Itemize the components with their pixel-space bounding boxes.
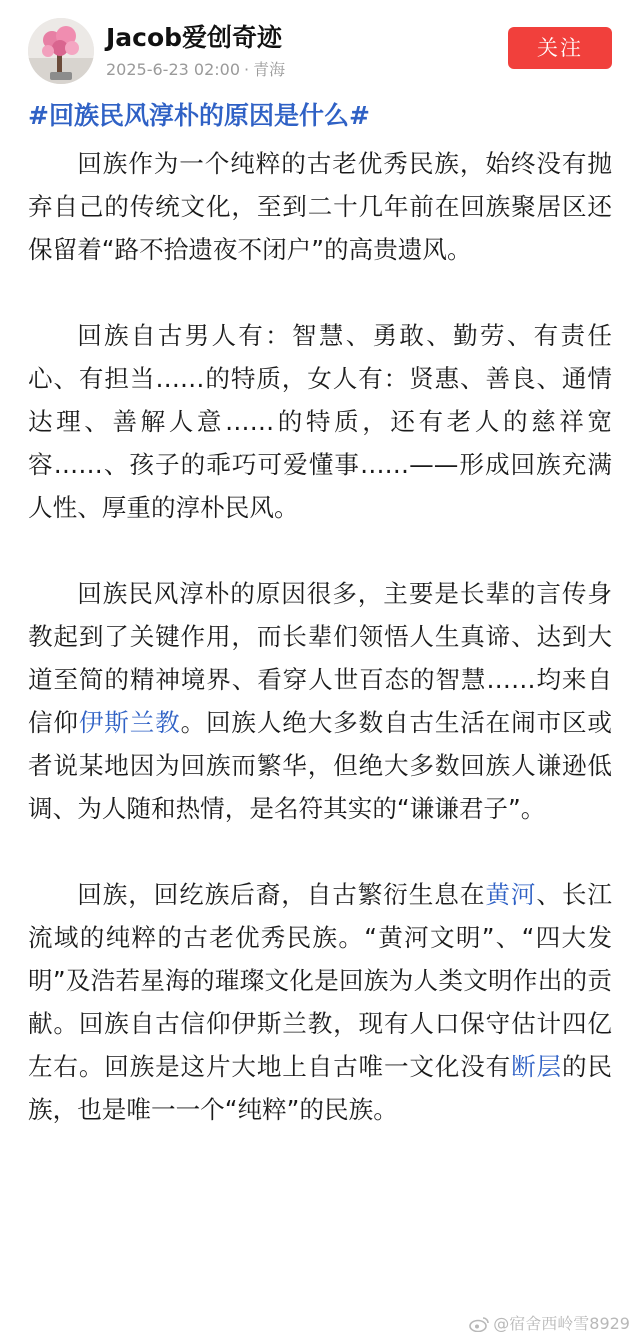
author-name[interactable]: Jacob爱创奇迹	[106, 23, 283, 52]
paragraph-4-text-b: 、长江流域的纯粹的古老优秀民族。“黄河文明”、“四大发明”及浩若星海的璀璨文化是回族为人类文明作出的贡献。回族自古信仰伊斯兰教，现有人口保守估计四亿左右。回族是这片大地上自古唯一文化没有	[28, 880, 612, 1081]
paragraph-3-text-a: 回族民风淳朴的原因很多，主要是长辈的言传身教起到了关键作用，而长辈们领悟人生真谛、达到大道至简的精神境界、看穿人世百态的智慧……均来自信仰	[28, 579, 612, 737]
post-timestamp: 2025-6-23 02:00	[106, 60, 240, 79]
watermark	[469, 1313, 630, 1335]
paragraph-4	[28, 873, 612, 1131]
post-meta	[106, 59, 285, 81]
meta-separator: ·	[244, 60, 250, 79]
post-body	[28, 98, 612, 1131]
avatar[interactable]	[28, 18, 94, 84]
topic-hashtag-link[interactable]: #回族民风淳朴的原因是什么#	[28, 101, 370, 130]
paragraph-gap	[28, 830, 612, 873]
paragraph-4-text-a: 回族，回纥族后裔，自古繁衍生息在	[77, 880, 486, 909]
paragraph-1: 回族作为一个纯粹的古老优秀民族，始终没有抛弃自己的传统文化，至到二十几年前在回族聚居区还保留着“路不拾遗夜不闭户”的高贵遗风。	[28, 149, 612, 264]
post-location: 青海	[253, 60, 286, 79]
weibo-logo-icon	[469, 1316, 489, 1332]
post-header	[0, 0, 640, 96]
paragraph-gap	[28, 529, 612, 572]
paragraph-3	[28, 572, 612, 830]
avatar-image-icon	[28, 18, 94, 84]
paragraph-2: 回族自古男人有：智慧、勇敢、勤劳、有责任心、有担当……的特质，女人有：贤惠、善良、通情达理、善解人意……的特质，还有老人的慈祥宽容……、孩子的乖巧可爱懂事……——形成回族充满人性、厚重的淳朴民风。	[28, 321, 612, 522]
paragraph-gap	[28, 271, 612, 314]
follow-button[interactable]: 关注	[508, 27, 612, 69]
watermark-text: @宿舍西岭雪8929	[493, 1314, 630, 1333]
keyword-link-fault[interactable]: 断层	[511, 1052, 562, 1081]
paragraph-4-text-c: 的民族，也是唯一一个“纯粹”的民族。	[28, 1052, 612, 1124]
keyword-link-islam[interactable]: 伊斯兰教	[78, 708, 181, 737]
paragraph-3-text-b: 。回族人绝大多数自古生活在闹市区或者说某地因为回族而繁华，但绝大多数回族人谦逊低调、为人随和热情，是名符其实的“谦谦君子”。	[28, 708, 612, 823]
keyword-link-yellow-river[interactable]: 黄河	[485, 880, 537, 909]
